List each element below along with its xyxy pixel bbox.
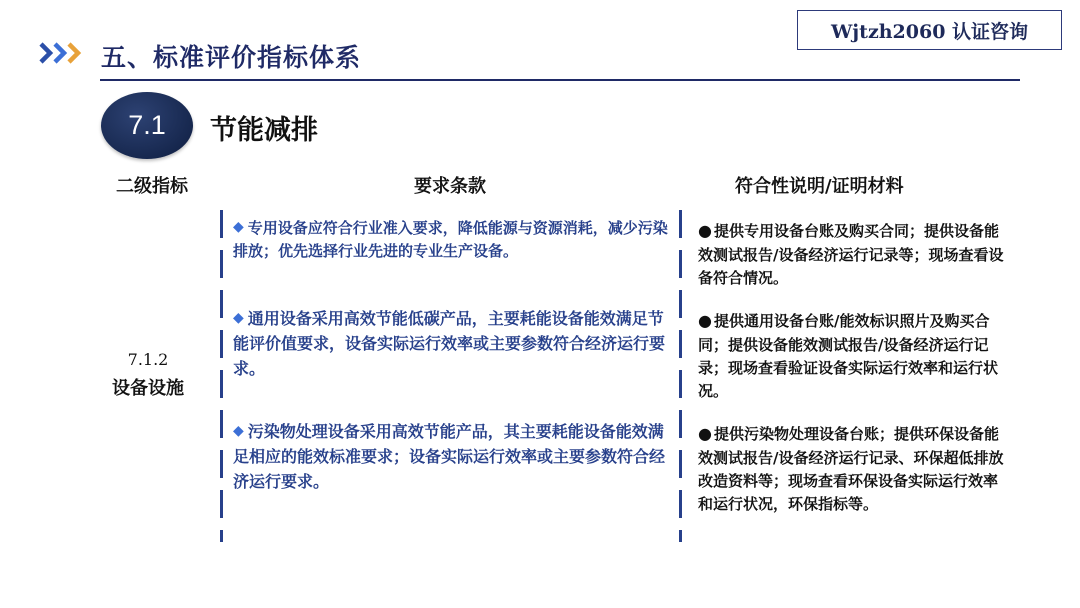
column-header-evidence: 符合性说明/证明材料 bbox=[735, 176, 904, 197]
diamond-icon: ◆ bbox=[233, 310, 244, 326]
section-number: 7.1 bbox=[128, 110, 166, 140]
chevron-right-triple-icon bbox=[38, 40, 86, 66]
requirement-text: 专用设备应符合行业准入要求，降低能源与资源消耗，减少污染排放；优先选择行业先进的专业生产设备。 bbox=[233, 219, 668, 261]
evidence-text: 提供专用设备台账及购买合同；提供设备能效测试报告/设备经济运行记录等；现场查看设备符合情况。 bbox=[698, 222, 1004, 288]
evidence-text: 提供污染物处理设备台账；提供环保设备能效测试报告/设备经济运行记录、环保超低排放改造资料等；现场查看环保设备实际运行效率和运行状况，环保指标等。 bbox=[698, 425, 1004, 514]
bullet-dot-icon: ● bbox=[698, 311, 712, 330]
requirements-divider-left bbox=[220, 210, 223, 542]
diamond-icon: ◆ bbox=[233, 423, 244, 439]
requirements-divider-right bbox=[679, 210, 682, 542]
title-divider bbox=[100, 79, 1020, 81]
evidence-item bbox=[698, 309, 1008, 404]
evidence-item bbox=[698, 422, 1008, 517]
bullet-dot-icon: ● bbox=[698, 221, 712, 240]
requirement-item bbox=[233, 420, 673, 494]
diamond-icon: ◆ bbox=[233, 219, 244, 235]
requirement-text: 通用设备采用高效节能低碳产品，主要耗能设备能效满足节能评价值要求，设备实际运行效率或主要参数符合经济运行要求。 bbox=[233, 309, 666, 378]
column-header-requirements: 要求条款 bbox=[414, 176, 486, 197]
brand-label: Wjtzh2060 认证咨询 bbox=[830, 20, 1029, 43]
requirement-text: 污染物处理设备采用高效节能产品，其主要耗能设备能效满足相应的能效标准要求；设备实际运行效率或主要参数符合经济运行要求。 bbox=[233, 422, 666, 491]
indicator-name: 设备设施 bbox=[112, 378, 184, 399]
column-header-level2: 二级指标 bbox=[116, 176, 188, 197]
indicator-code: 7.1.2 bbox=[127, 350, 169, 369]
requirement-item bbox=[233, 307, 673, 381]
section-number-badge bbox=[101, 92, 193, 159]
requirement-item bbox=[233, 217, 673, 264]
brand-label-box bbox=[797, 10, 1062, 50]
evidence-text: 提供通用设备台账/能效标识照片及购买合同；提供设备能效测试报告/设备经济运行记录；现场查看验证设备实际运行效率和运行状况。 bbox=[698, 312, 999, 401]
bullet-dot-icon: ● bbox=[698, 424, 712, 443]
section-title: 节能减排 bbox=[210, 115, 318, 146]
evidence-item bbox=[698, 219, 1008, 290]
page-title: 五、标准评价指标体系 bbox=[101, 43, 362, 72]
